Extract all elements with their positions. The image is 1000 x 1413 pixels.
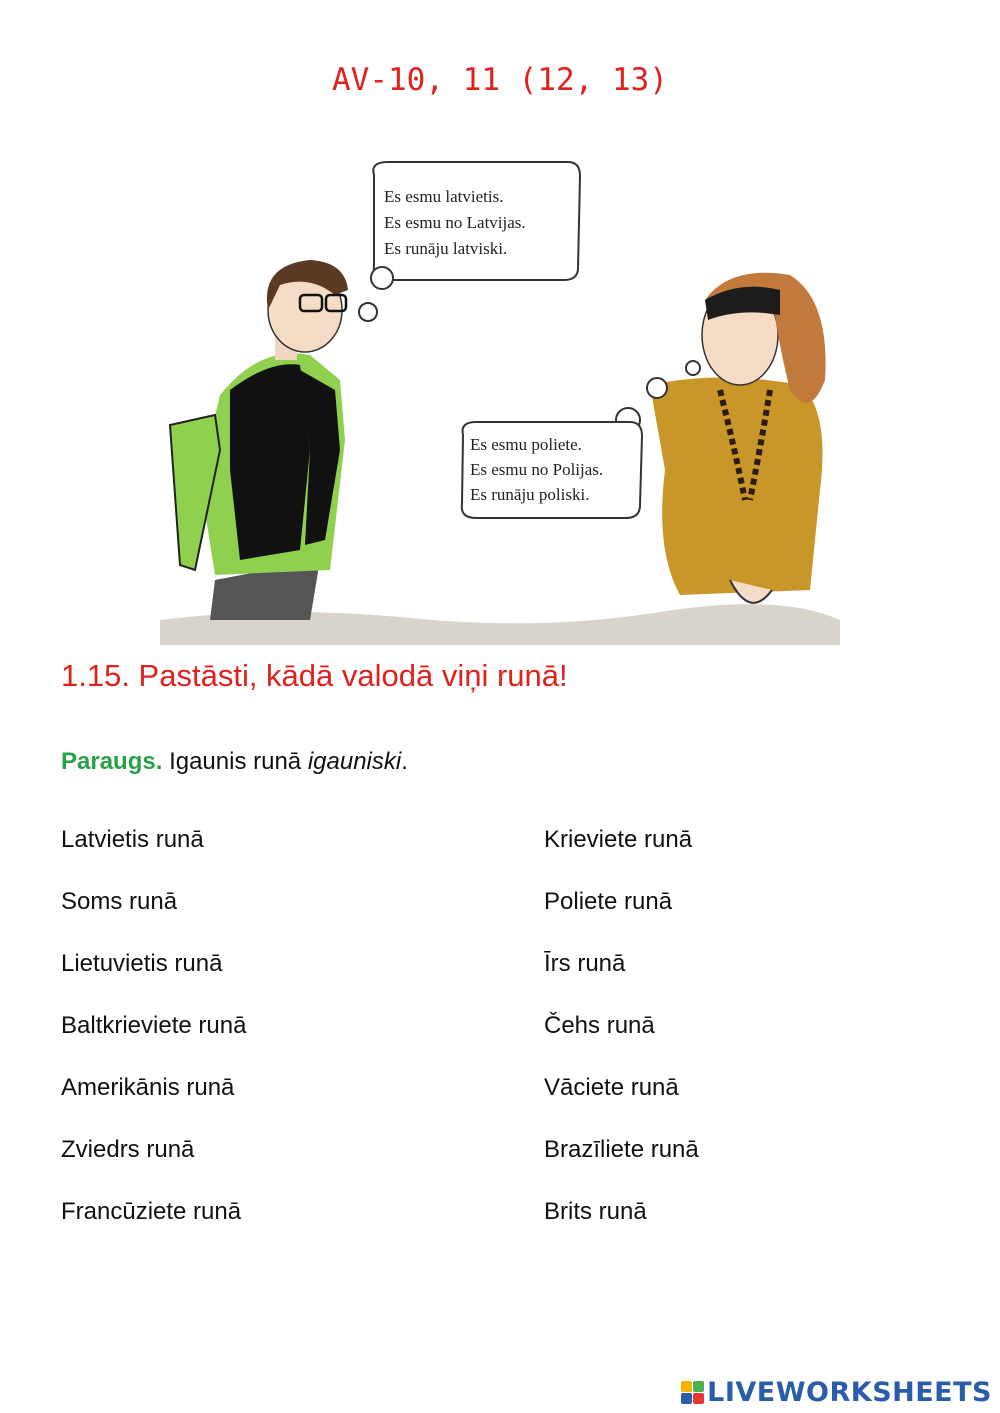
item-right: Brits runā: [544, 1198, 647, 1225]
bubble-right-line-2: Es esmu no Polijas.: [470, 460, 604, 479]
worksheet-code: AV-10, 11 (12, 13): [332, 62, 668, 98]
item-right: Vāciete runā: [544, 1074, 679, 1101]
exercise-row: [61, 884, 961, 946]
woman-figure: [650, 273, 826, 603]
example-line: [61, 748, 408, 776]
example-end: .: [401, 748, 408, 775]
item-right: Čehs runā: [544, 1012, 655, 1039]
exercise-row: [61, 1070, 961, 1132]
item-left: Francūziete runā: [61, 1198, 242, 1225]
exercise-row: [61, 822, 961, 884]
item-right: Krieviete runā: [544, 826, 693, 853]
exercise-row: [61, 946, 961, 1008]
exercise-row: [61, 1008, 961, 1070]
illustration: [160, 150, 840, 645]
item-left: Zviedrs runā: [61, 1136, 195, 1163]
example-label: Paraugs.: [61, 748, 163, 775]
exercise-items: [61, 822, 961, 1256]
exercise-title: 1.15. Pastāsti, kādā valodā viņi runā!: [61, 658, 568, 693]
bubble-right-line-3: Es runāju poliski.: [470, 485, 590, 504]
bubble-left-line-3: Es runāju latviski.: [384, 239, 508, 258]
exercise-row: [61, 1194, 961, 1256]
item-left: Amerikānis runā: [61, 1074, 235, 1101]
item-left: Latvietis runā: [61, 826, 204, 853]
example-answer: igauniski: [307, 748, 402, 775]
liveworksheets-logo: [681, 1377, 992, 1407]
logo-mark-icon: [681, 1381, 704, 1404]
bubble-left-line-2: Es esmu no Latvijas.: [384, 213, 526, 232]
item-left: Soms runā: [61, 888, 178, 915]
item-right: Brazīliete runā: [544, 1136, 699, 1163]
item-right: Poliete runā: [544, 888, 673, 915]
man-figure: [170, 260, 348, 620]
item-left: Lietuvietis runā: [61, 950, 223, 977]
example-text: Igaunis runā: [169, 748, 302, 775]
logo-text: LIVEWORKSHEETS: [707, 1376, 992, 1408]
bubble-right-line-1: Es esmu poliete.: [470, 435, 582, 454]
item-right: Īrs runā: [544, 950, 626, 977]
exercise-row: [61, 1132, 961, 1194]
thought-bubble-left: [359, 162, 580, 321]
bubble-left-line-1: Es esmu latvietis.: [384, 187, 504, 206]
item-left: Baltkrieviete runā: [61, 1012, 247, 1039]
